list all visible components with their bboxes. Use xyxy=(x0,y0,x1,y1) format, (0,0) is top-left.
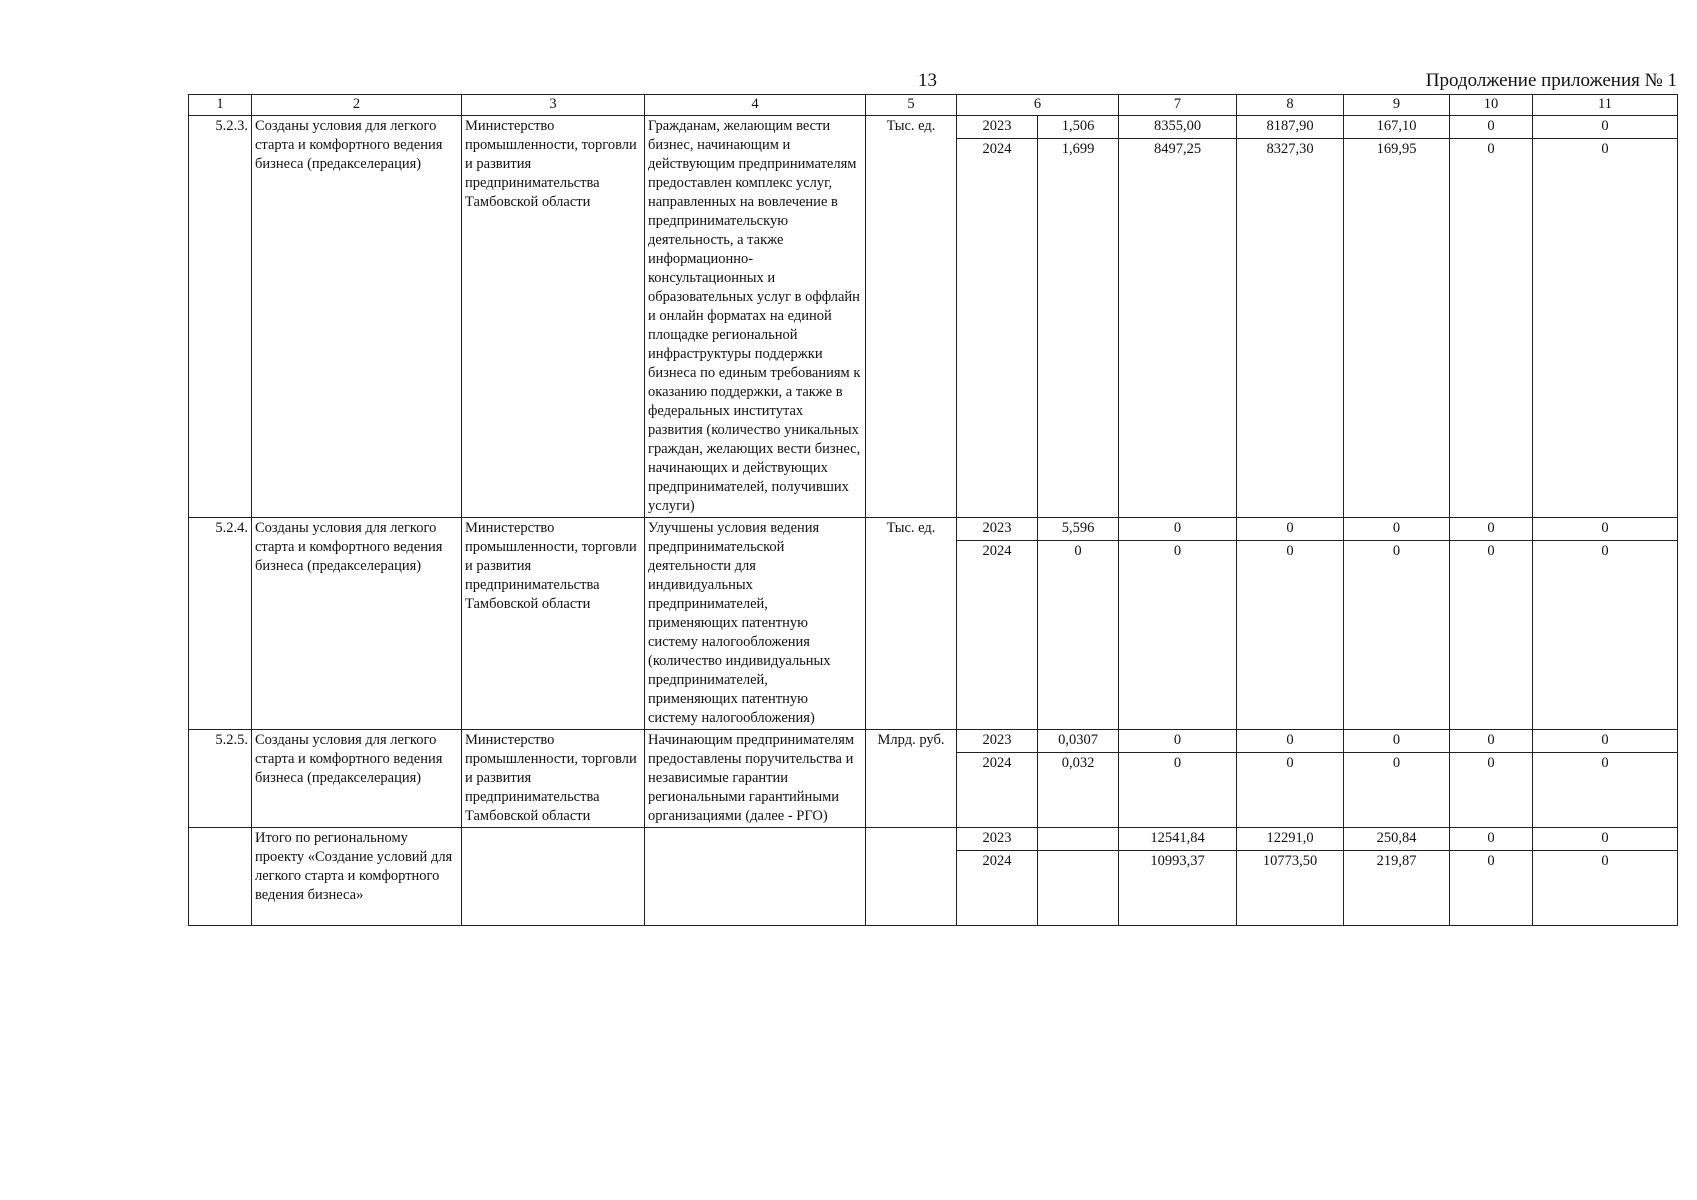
col9-cell: 0 xyxy=(1344,518,1450,541)
header-col-6: 6 xyxy=(957,95,1119,116)
row-result: Созданы условия для легкого старта и комфортного ведения бизнеса (предакселерация) xyxy=(252,730,462,828)
col8-cell: 0 xyxy=(1237,753,1344,828)
col8-cell: 8327,30 xyxy=(1237,139,1344,518)
col8-cell: 0 xyxy=(1237,730,1344,753)
col7-cell: 0 xyxy=(1119,753,1237,828)
col10-cell: 0 xyxy=(1450,518,1533,541)
header-col-7: 7 xyxy=(1119,95,1237,116)
col10-cell: 0 xyxy=(1450,828,1533,851)
value-cell xyxy=(1038,828,1119,851)
col7-cell: 8497,25 xyxy=(1119,139,1237,518)
col11-cell: 0 xyxy=(1533,541,1678,730)
col10-cell: 0 xyxy=(1450,730,1533,753)
col8-cell: 0 xyxy=(1237,541,1344,730)
total-label: Итого по региональному проекту «Создание условий для легкого старта и комфортного ведения бизнеса» xyxy=(252,828,462,926)
header-col-4: 4 xyxy=(645,95,866,116)
value-cell: 5,596 xyxy=(1038,518,1119,541)
header-col-9: 9 xyxy=(1344,95,1450,116)
year-cell: 2024 xyxy=(957,541,1038,730)
table-row xyxy=(189,518,1678,541)
total-responsible xyxy=(462,828,645,926)
col11-cell: 0 xyxy=(1533,139,1678,518)
row-unit: Тыс. ед. xyxy=(866,116,957,518)
col7-cell: 0 xyxy=(1119,518,1237,541)
value-cell: 1,506 xyxy=(1038,116,1119,139)
report-table xyxy=(188,94,1678,926)
col9-cell: 0 xyxy=(1344,541,1450,730)
value-cell: 0,0307 xyxy=(1038,730,1119,753)
row-description: Гражданам, желающим вести бизнес, начинающим и действующим предпринимателям предоставлен комплекс услуг, направленных на вовлечение в предпринимательскую деятельность, а также информационно-консультационных и образовательных услуг в оффлайн и онлайн форматах на единой площадке региональной инфраструктуры поддержки бизнеса по единым требованиям к оказанию поддержки, а также в федеральных институтах развития (количество уникальных граждан, желающих вести бизнес, начинающих и действующих предпринимателей, получивших услуги) xyxy=(645,116,866,518)
col7-cell: 10993,37 xyxy=(1119,851,1237,926)
header-col-2: 2 xyxy=(252,95,462,116)
col8-cell: 12291,0 xyxy=(1237,828,1344,851)
col10-cell: 0 xyxy=(1450,753,1533,828)
col9-cell: 250,84 xyxy=(1344,828,1450,851)
col7-cell: 12541,84 xyxy=(1119,828,1237,851)
col8-cell: 8187,90 xyxy=(1237,116,1344,139)
col9-cell: 219,87 xyxy=(1344,851,1450,926)
year-cell: 2024 xyxy=(957,753,1038,828)
value-cell: 0,032 xyxy=(1038,753,1119,828)
header-col-10: 10 xyxy=(1450,95,1533,116)
table-row xyxy=(189,116,1678,139)
row-description: Начинающим предпринимателям предоставлены поручительства и независимые гарантии региональными гарантийными организациями (далее - РГО) xyxy=(645,730,866,828)
table-row xyxy=(189,730,1678,753)
year-cell: 2024 xyxy=(957,139,1038,518)
header-col-5: 5 xyxy=(866,95,957,116)
value-cell xyxy=(1038,851,1119,926)
row-number: 5.2.4. xyxy=(189,518,252,730)
value-cell: 0 xyxy=(1038,541,1119,730)
row-unit: Млрд. руб. xyxy=(866,730,957,828)
row-responsible: Министерство промышленности, торговли и развития предпринимательства Тамбовской области xyxy=(462,518,645,730)
col11-cell: 0 xyxy=(1533,828,1678,851)
total-number xyxy=(189,828,252,926)
row-number: 5.2.3. xyxy=(189,116,252,518)
col10-cell: 0 xyxy=(1450,851,1533,926)
col9-cell: 0 xyxy=(1344,730,1450,753)
year-cell: 2023 xyxy=(957,518,1038,541)
row-result: Созданы условия для легкого старта и комфортного ведения бизнеса (предакселерация) xyxy=(252,116,462,518)
col10-cell: 0 xyxy=(1450,139,1533,518)
year-cell: 2023 xyxy=(957,730,1038,753)
header-col-11: 11 xyxy=(1533,95,1678,116)
year-cell: 2023 xyxy=(957,828,1038,851)
row-description: Улучшены условия ведения предпринимательской деятельности для индивидуальных предпринимателей, применяющих патентную систему налогообложения (количество индивидуальных предпринимателей, применяющих патентную систему налогообложения) xyxy=(645,518,866,730)
header-col-1: 1 xyxy=(189,95,252,116)
row-unit: Тыс. ед. xyxy=(866,518,957,730)
col9-cell: 169,95 xyxy=(1344,139,1450,518)
row-responsible: Министерство промышленности, торговли и развития предпринимательства Тамбовской области xyxy=(462,730,645,828)
col11-cell: 0 xyxy=(1533,730,1678,753)
col7-cell: 0 xyxy=(1119,730,1237,753)
row-result: Созданы условия для легкого старта и комфортного ведения бизнеса (предакселерация) xyxy=(252,518,462,730)
col7-cell: 8355,00 xyxy=(1119,116,1237,139)
col9-cell: 0 xyxy=(1344,753,1450,828)
header-row xyxy=(189,95,1678,116)
col11-cell: 0 xyxy=(1533,116,1678,139)
col10-cell: 0 xyxy=(1450,116,1533,139)
total-row xyxy=(189,828,1678,851)
page-number: 13 xyxy=(918,70,937,91)
col11-cell: 0 xyxy=(1533,753,1678,828)
year-cell: 2023 xyxy=(957,116,1038,139)
value-cell: 1,699 xyxy=(1038,139,1119,518)
col7-cell: 0 xyxy=(1119,541,1237,730)
col10-cell: 0 xyxy=(1450,541,1533,730)
col11-cell: 0 xyxy=(1533,851,1678,926)
row-number: 5.2.5. xyxy=(189,730,252,828)
year-cell: 2024 xyxy=(957,851,1038,926)
col11-cell: 0 xyxy=(1533,518,1678,541)
total-unit xyxy=(866,828,957,926)
col9-cell: 167,10 xyxy=(1344,116,1450,139)
header-col-8: 8 xyxy=(1237,95,1344,116)
appendix-caption: Продолжение приложения № 1 xyxy=(1425,70,1677,91)
total-description xyxy=(645,828,866,926)
row-responsible: Министерство промышленности, торговли и развития предпринимательства Тамбовской области xyxy=(462,116,645,518)
col8-cell: 10773,50 xyxy=(1237,851,1344,926)
header-col-3: 3 xyxy=(462,95,645,116)
col8-cell: 0 xyxy=(1237,518,1344,541)
